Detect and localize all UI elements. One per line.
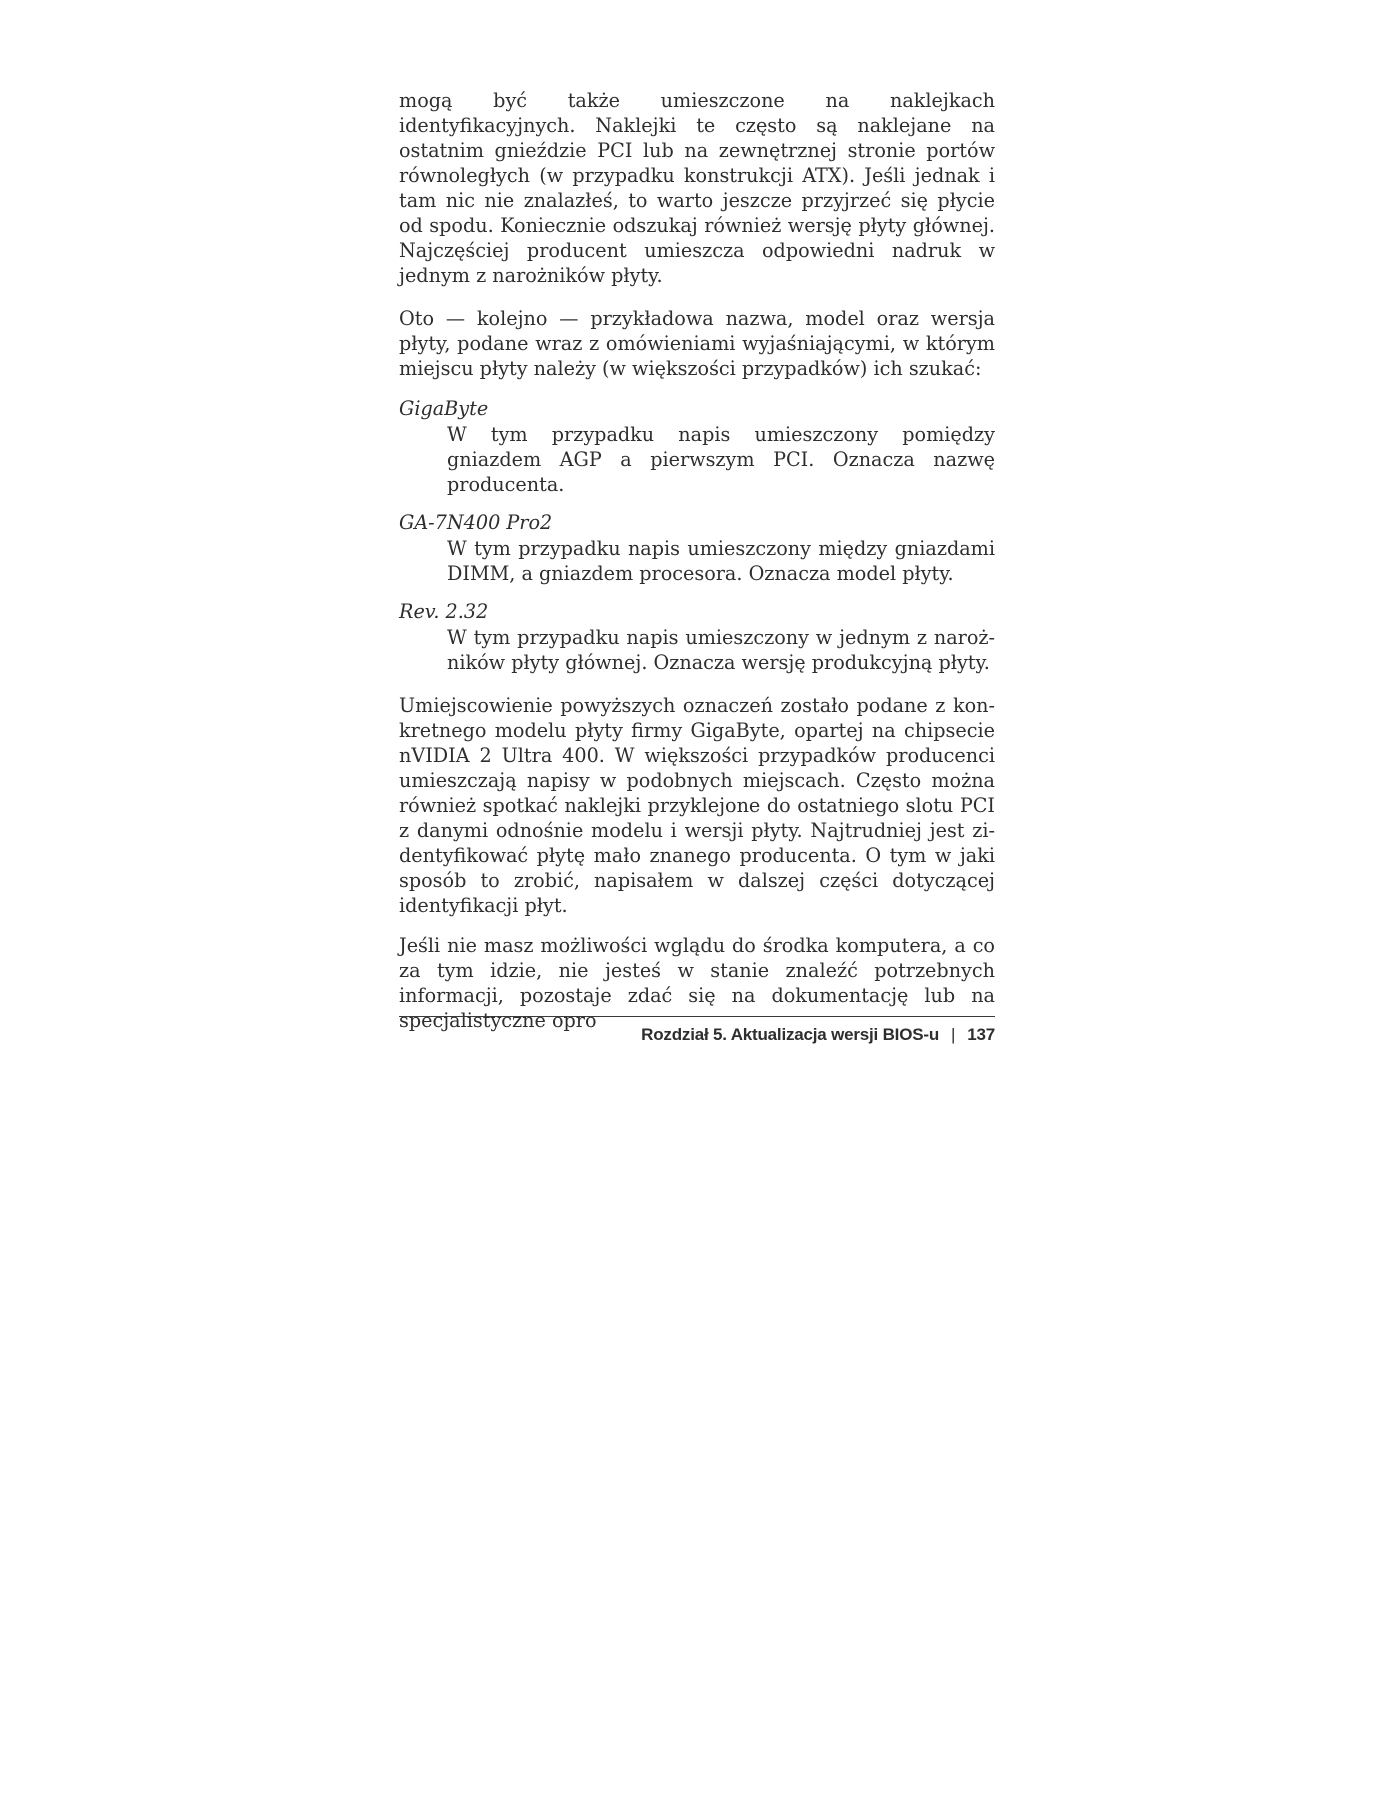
paragraph-4: Jeśli nie masz możliwości wglądu do środka komputera, a co za tym idzie, nie jesteś w stanie znaleźć potrzebnych informacji, pozostaje zdać się na dokumentację lub na specjalistyczne opro [399, 934, 995, 1032]
footer-separator: | [951, 1025, 956, 1044]
definition-text: W tym przypadku napis umieszczony pomiędzy gniazdem AGP a pierwszym PCI. Oznacza nazwę producenta. [447, 423, 995, 496]
page-number: 137 [967, 1025, 995, 1044]
paragraph-1: mogą być także umieszczone na naklejkach identyfikacyjnych. Naklejki te często są naklejane na ostatnim gnieździe PCI lub na zewnętrznej stronie portów równoległych (w przypadku konstrukcji ATX). Jeśli jednak i tam nic nie znalazłeś, to warto jeszcze przyjrzeć się płycie od spodu. Koniecznie odszukaj również wersję płyty głównej. Najczęściej producent umieszcza odpowiedni nadruk w jednym z narożników płyty. [399, 89, 995, 287]
page-body [399, 88, 995, 1048]
running-footer [399, 1025, 995, 1045]
definition-text: W tym przypadku napis umieszczony w jednym z narożników płyty głównej. Oznacza wersję produkcyjną płyty. [447, 626, 995, 674]
definition-list [399, 396, 995, 675]
page-footer [399, 1016, 995, 1045]
definition-text: W tym przypadku napis umieszczony między gniazdami DIMM, a gniazdem procesora. Oznacza model płyty. [447, 537, 995, 585]
footer-rule [399, 1016, 995, 1017]
paragraph-2: Oto — kolejno — przykładowa nazwa, model oraz wersja płyty, podane wraz z omówieniami wyjaśniającymi, w którym miejscu płyty należy (w większości przypadków) ich szukać: [399, 307, 995, 380]
paragraph-3: Umiejscowienie powyższych oznaczeń zostało podane z konkretnego modelu płyty firmy GigaByte, opartej na chipsecie nVIDIA 2 Ultra 400. W większości przypadków producenci umieszczają napisy w podobnych miejscach. Często można również spotkać naklejki przyklejone do ostatniego slotu PCI z danymi odnośnie modelu i wersji płyty. Najtrudniej jest zidentyfikować płytę mało znanego producenta. O tym w jaki sposób to zrobić, napisałem w dalszej części dotyczącej identyfikacji płyt. [399, 694, 995, 917]
definition-term: GigaByte [399, 397, 489, 420]
definition-term: GA-7N400 Pro2 [399, 511, 553, 534]
chapter-title: Rozdział 5. Aktualizacja wersji BIOS-u [641, 1025, 940, 1044]
definition-term: Rev. 2.32 [399, 600, 489, 623]
